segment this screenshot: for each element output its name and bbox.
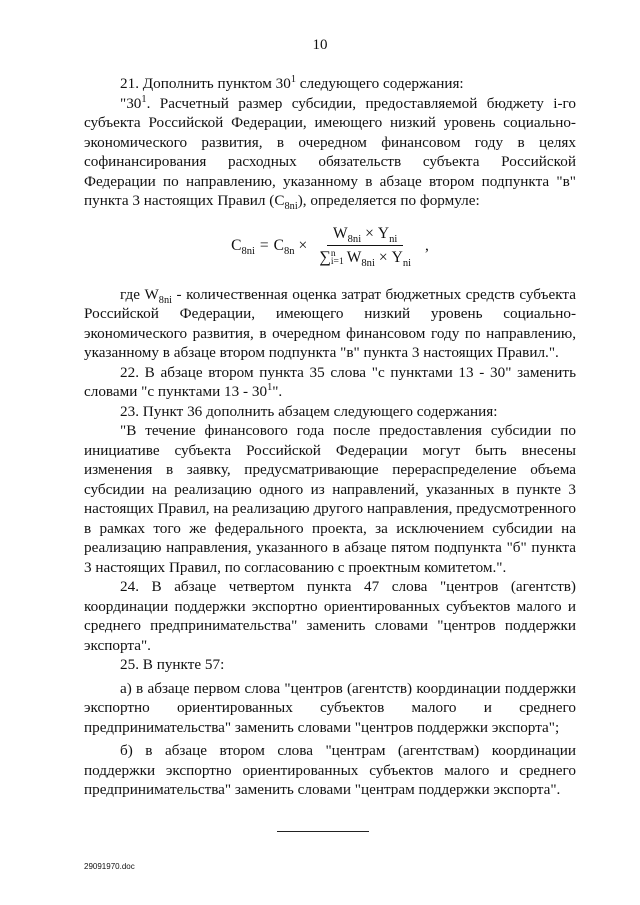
item-25-intro: 25. В пункте 57:: [120, 656, 225, 673]
formula-denominator-y-subscript: ni: [402, 258, 412, 270]
formula-denominator: [313, 246, 417, 268]
item-22-text: 22. В абзаце втором пункта 35 слова "с пунктами 13 - 30" заменить словами "с пунктами 13 - 30: [84, 363, 576, 400]
document-file-id: 29091970.doc: [84, 862, 135, 871]
item-23-quote: "В течение финансового года после предоставления субсидии по инициативе субъекта Российской Федерации могут быть внесены изменения в заявку, предусматривающие перераспределение объема субсидии на реализацию одного из направлений, указанных в пункте 3 настоящих Правил, на реализацию другого направления, предусмотренного в рамках того же федерального проекта, за исключением субсидии на реализацию направления, указанного в абзаце пятом подпункта "б" пункта 3 настоящих Правил, по согласованию с проектным комитетом.".: [84, 422, 576, 576]
formula-equals: =: [259, 236, 269, 254]
formula-legend-start: где W: [120, 285, 159, 303]
formula-coefficient-symbol: C: [273, 236, 284, 254]
formula-sum-lower: i=1: [330, 256, 344, 268]
formula-lhs-subscript: 8ni: [241, 245, 255, 257]
formula-lhs: [231, 236, 255, 256]
item-22-superscript: 1: [267, 381, 273, 393]
item-23-intro: 23. Пункт 36 дополнить абзацем следующего содержания:: [120, 402, 498, 420]
formula-numerator-y: Y: [377, 224, 390, 242]
formula-numerator-w: W: [333, 224, 348, 242]
item-22: [84, 363, 576, 402]
item-21-quote-end: ), определяется по формуле:: [297, 192, 480, 209]
page-number: 10: [312, 37, 328, 53]
formula-denominator-w-subscript: 8ni: [361, 258, 375, 270]
formula-numerator: [327, 224, 403, 247]
formula-legend-subscript: 8ni: [158, 294, 172, 306]
item-25-subitem-a: а) в абзаце первом слова "центров (агентств) координации поддержки экспортно ориентированных субъектов малого и среднего предпринимательства" заменить словами "центров поддержки экспорта";: [84, 679, 576, 736]
item-21-intro-tail: следующего содержания:: [296, 75, 464, 92]
item-21-quote-open: "30: [120, 94, 142, 112]
item-22-tail: ".: [272, 383, 283, 400]
formula-numerator-y-subscript: ni: [389, 233, 398, 245]
formula-denominator-y: Y: [391, 249, 403, 266]
item-21-intro: [84, 74, 576, 94]
formula-sum-upper: n: [330, 247, 336, 259]
formula-lhs-symbol: C: [231, 236, 242, 254]
formula-numerator-times: ×: [365, 224, 374, 242]
item-21-intro-superscript: 1: [290, 73, 296, 85]
item-25-subitem-b: б) в абзаце втором слова "центрам (агентствам) координации поддержки экспортно ориентированных субъектов малого и среднего предпринимательства" заменить словами "центрам поддержки экспорта".: [84, 742, 576, 798]
footer-divider: [277, 831, 369, 832]
formula-trailing-comma: ,: [425, 236, 429, 254]
formula-numerator-w-subscript: 8ni: [347, 233, 362, 245]
formula-denominator-w: W: [346, 249, 362, 266]
formula-sum-sign: ∑: [319, 248, 331, 266]
subsidy-formula: [84, 221, 576, 271]
item-21-intro-text: 21. Дополнить пунктом 30: [120, 75, 291, 92]
item-21-quote-text: . Расчетный размер субсидии, предоставляемой бюджету i-го субъекта Российской Федерации, имеющего низкий уровень социально-экономического развития, в очередном финансовом году в целях софинансирования расходных обязательств субъекта Российской Федерации по направлению, указанному в абзаце втором подпункта "в" пункта 3 настоящих Правил (C: [84, 94, 576, 209]
item-21-quote-subscript: 8ni: [284, 201, 298, 213]
formula-sum-limits: [330, 247, 344, 268]
formula-fraction: [313, 224, 417, 268]
item-21-quote-superscript: 1: [141, 93, 147, 105]
formula-legend: [84, 285, 576, 363]
item-24: 24. В абзаце четвертом пункта 47 слова "центров (агентств) координации поддержки экспортно ориентированных субъектов малого и среднего предпринимательства" заменить словами "центров поддержки экспорта".: [84, 578, 576, 654]
formula-coefficient-subscript: 8n: [284, 245, 295, 257]
formula-legend-text: - количественная оценка затрат бюджетных средств субъекта Российской Федерации, имеющего низкий уровень социально-экономического развития, в очередном финансовом году по направлению, указанному в абзаце втором подпункта "в" пункта 3 настоящих Правил.".: [84, 285, 576, 361]
item-21-quote: [84, 94, 576, 211]
formula-denominator-times: ×: [378, 249, 388, 266]
document-body: [84, 74, 576, 800]
formula-coefficient: [274, 236, 295, 256]
formula-times: ×: [298, 236, 308, 254]
